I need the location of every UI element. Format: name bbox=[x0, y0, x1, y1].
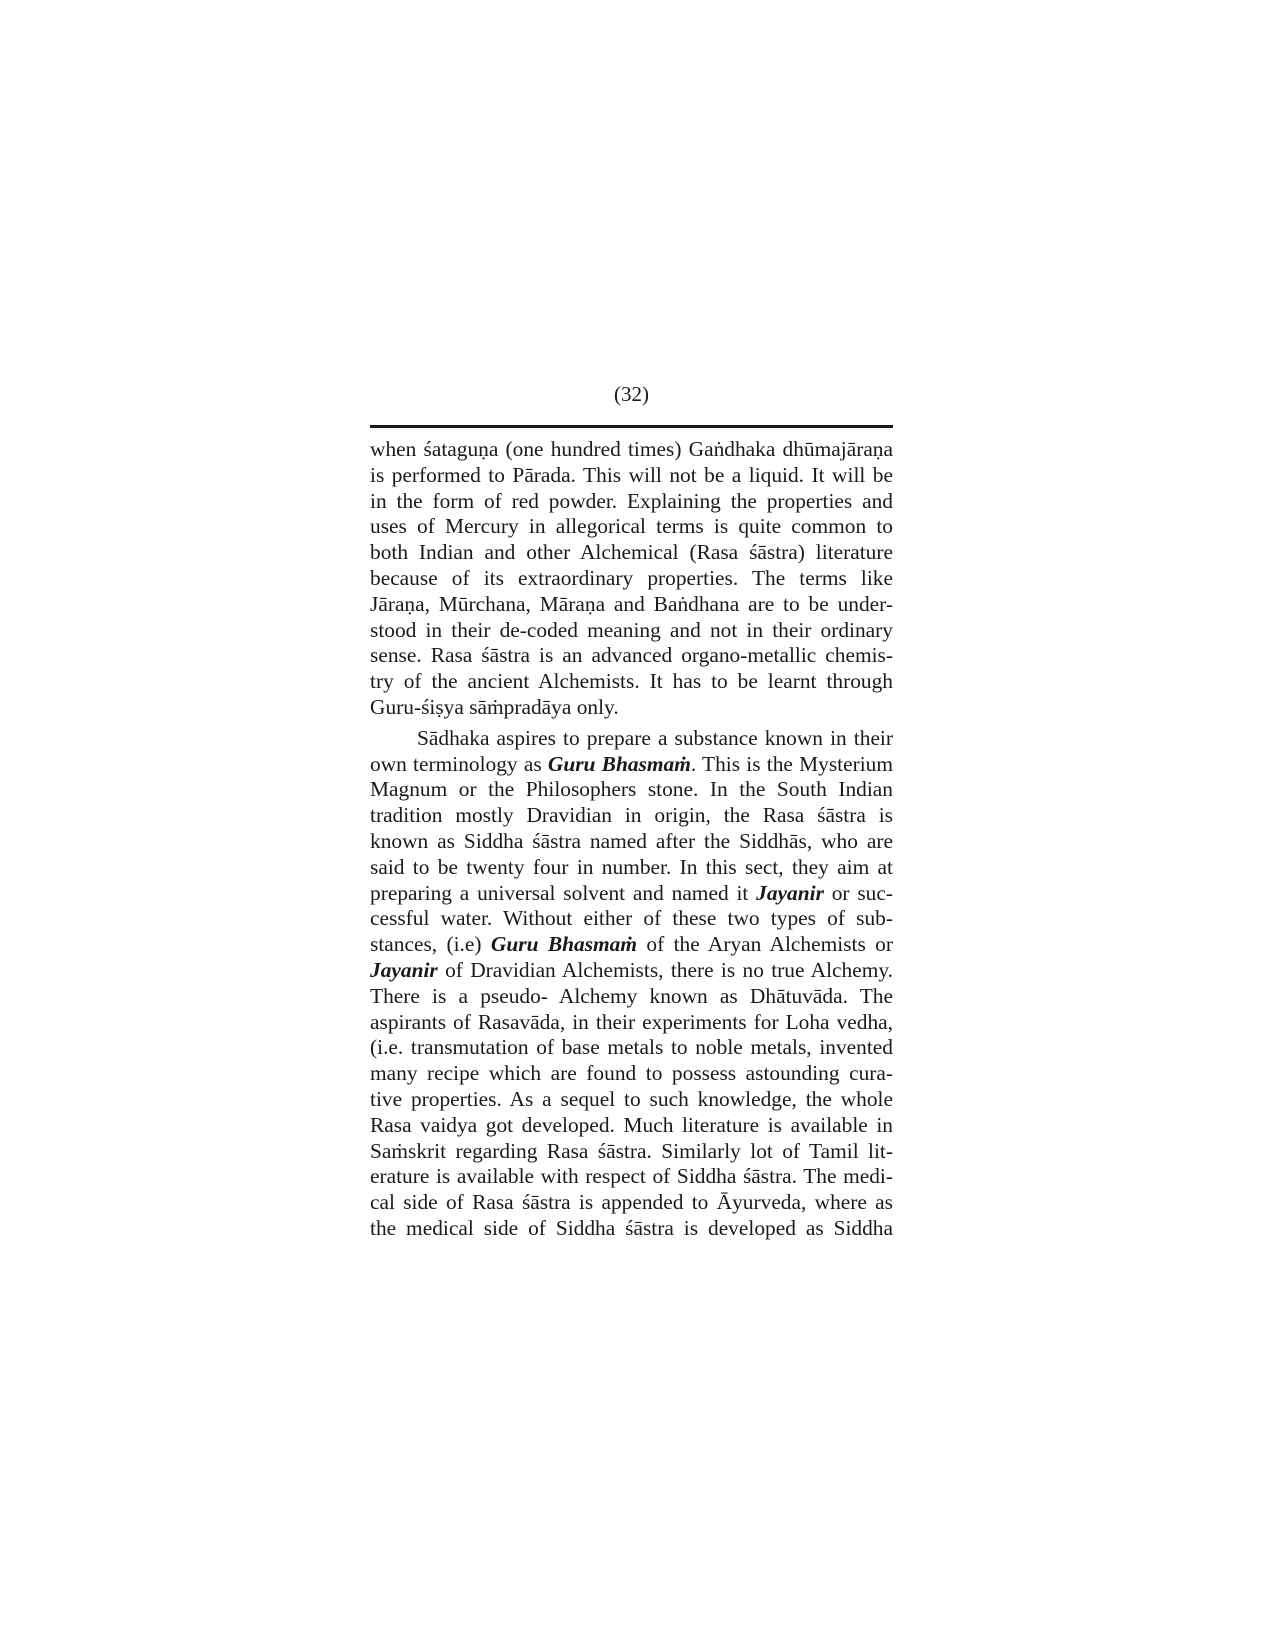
text-line: Rasa vaidya got developed. Much literature is available in bbox=[370, 1112, 893, 1137]
text-line: There is a pseudo- Alchemy known as Dhātuvāda. The bbox=[370, 983, 893, 1008]
paragraph-2 bbox=[370, 726, 893, 1242]
text-line: aspirants of Rasavāda, in their experiments for Loha vedha, bbox=[370, 1009, 893, 1034]
text-line bbox=[370, 881, 893, 907]
text-line: Jāraṇa, Mūrchana, Māraṇa and Baṅdhana are to be under- bbox=[370, 591, 893, 616]
text-line: uses of Mercury in allegorical terms is quite common to bbox=[370, 514, 893, 539]
page-number: (32) bbox=[614, 382, 649, 406]
text-run: . This is the Mysterium bbox=[690, 751, 893, 776]
text-run: or suc- bbox=[823, 880, 893, 905]
text-line: tive properties. As a sequel to such knowledge, the whole bbox=[370, 1086, 893, 1111]
body-text bbox=[370, 437, 893, 1242]
emphasized-term: Jayanir bbox=[756, 880, 824, 905]
text-run: preparing a universal solvent and named it bbox=[370, 880, 757, 905]
text-line: cessful water. Without either of these two types of sub- bbox=[370, 906, 893, 931]
paragraph-1 bbox=[370, 437, 893, 721]
text-line: Magnum or the Philosophers stone. In the South Indian bbox=[370, 777, 893, 802]
emphasized-term: Guru Bhasmaṁ bbox=[490, 932, 637, 957]
text-line: said to be twenty four in number. In this sect, they aim at bbox=[370, 854, 893, 879]
text-line: known as Siddha śāstra named after the Siddhās, who are bbox=[370, 828, 893, 853]
text-line: Guru-śiṣya sāṁpradāya only. bbox=[370, 694, 619, 719]
text-line bbox=[370, 752, 893, 778]
text-line bbox=[370, 932, 893, 958]
text-line: stood in their de-coded meaning and not in their ordinary bbox=[370, 617, 893, 642]
text-run: own terminology as bbox=[370, 751, 548, 776]
text-line: because of its extraordinary properties. The terms like bbox=[370, 565, 893, 590]
text-run: of Dravidian Alchemists, there is no true Alchemy. bbox=[437, 957, 893, 982]
text-line: Sādhaka aspires to prepare a substance known in their bbox=[417, 725, 893, 750]
text-line: (i.e. transmutation of base metals to noble metals, invented bbox=[370, 1035, 893, 1060]
text-line: tradition mostly Dravidian in origin, the Rasa śāstra is bbox=[370, 803, 893, 828]
text-line: both Indian and other Alchemical (Rasa śāstra) literature bbox=[370, 540, 893, 565]
text-run: of the Aryan Alchemists or bbox=[637, 932, 893, 957]
text-line: in the form of red powder. Explaining the properties and bbox=[370, 488, 893, 513]
text-line: cal side of Rasa śāstra is appended to Āyurveda, where as bbox=[370, 1190, 893, 1215]
text-line: many recipe which are found to possess astounding cura- bbox=[370, 1061, 893, 1086]
text-line: sense. Rasa śāstra is an advanced organo-metallic chemis- bbox=[370, 643, 893, 668]
text-line: try of the ancient Alchemists. It has to be learnt through bbox=[370, 669, 893, 694]
text-run: stances, (i.e) bbox=[370, 932, 491, 957]
text-line bbox=[370, 958, 893, 984]
emphasized-term: Jayanir bbox=[370, 957, 438, 982]
text-line: when śataguṇa (one hundred times) Gaṅdhaka dhūmajāraṇa bbox=[370, 437, 893, 461]
text-line: the medical side of Siddha śāstra is developed as Siddha bbox=[370, 1215, 893, 1240]
emphasized-term: Guru Bhasmaṁ bbox=[547, 751, 691, 776]
header-rule bbox=[370, 425, 893, 428]
text-line: Saṁskrit regarding Rasa śāstra. Similarly lot of Tamil lit- bbox=[370, 1138, 893, 1163]
text-line: erature is available with respect of Siddha śāstra. The medi- bbox=[370, 1164, 893, 1189]
text-line: is performed to Pārada. This will not be a liquid. It will be bbox=[370, 462, 893, 487]
